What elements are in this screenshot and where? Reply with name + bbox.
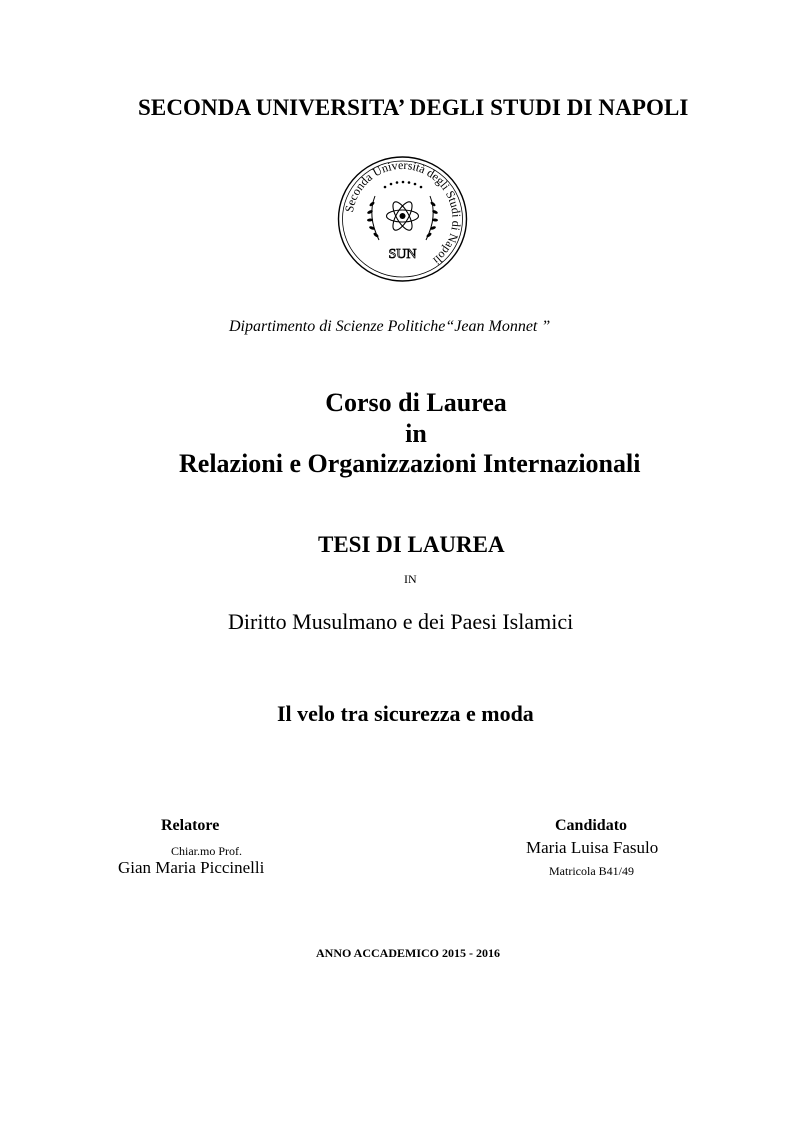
university-seal-logo: [335, 154, 470, 284]
candidate-student-id: Matricola B41/49: [549, 864, 634, 878]
thesis-type: TESI DI LAUREA: [318, 532, 505, 557]
course-heading-line-3: Relazioni e Organizzazioni Internazionali: [179, 449, 641, 478]
supervisor-heading: Relatore: [161, 817, 220, 834]
university-name: SECONDA UNIVERSITA’ DEGLI STUDI DI NAPOLI: [138, 95, 689, 120]
seal-monogram: SUN: [388, 247, 417, 262]
thesis-subject: Diritto Musulmano e dei Paesi Islamici: [228, 609, 574, 634]
candidate-heading: Candidato: [555, 817, 628, 834]
thesis-in-label: IN: [404, 572, 417, 586]
supervisor-name: Gian Maria Piccinelli: [118, 858, 265, 877]
seal-ring-text: Seconda Università degli Studi di Napoli: [341, 157, 464, 268]
supervisor-title-prefix: Chiar.mo Prof.: [171, 844, 242, 858]
department-name: Dipartimento di Scienze Politiche“Jean Monnet ”: [229, 318, 551, 335]
seal-emblem: [335, 154, 470, 284]
thesis-title: Il velo tra sicurezza e moda: [277, 701, 534, 726]
course-heading-line-2: in: [405, 419, 427, 448]
course-heading-line-1: Corso di Laurea: [325, 388, 507, 417]
academic-year: ANNO ACCADEMICO 2015 - 2016: [316, 946, 500, 960]
candidate-name: Maria Luisa Fasulo: [526, 838, 659, 857]
